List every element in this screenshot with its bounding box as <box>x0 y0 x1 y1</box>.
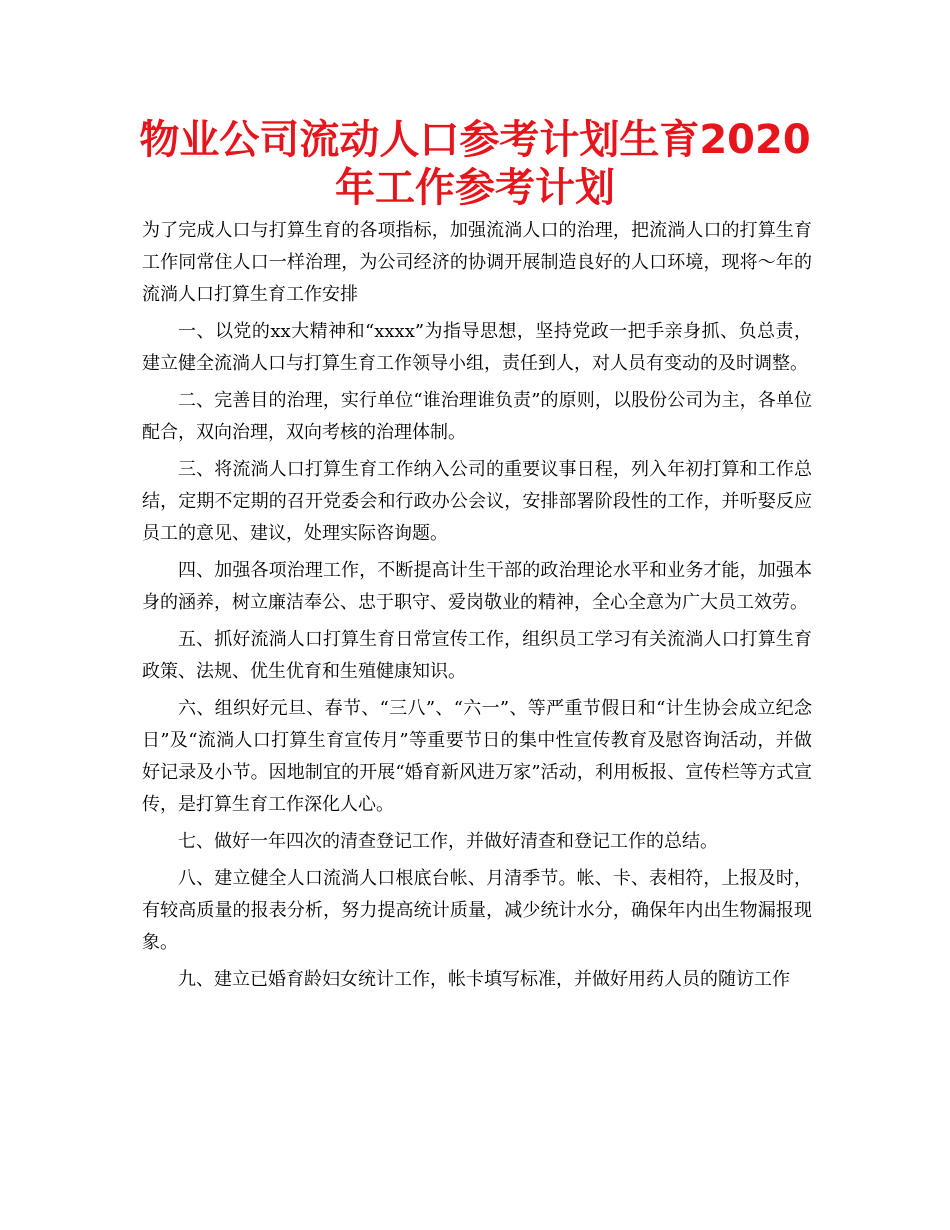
paragraph-6: 六、组织好元旦、春节、“三八”、“六一”、等严重节假日和“计生协会成立纪念日”及“流淌人口打算生育宣传月”等重要节日的集中性宣传教育及慰咨询活动，并做好记录及小节。因地制宜的开展“婚育新风进万家”活动，利用板报、宣传栏等方式宣传，是打算生育工作深化人心。 <box>142 698 812 815</box>
paragraph-2: 二、完善目的治理，实行单位“谁治理谁负责”的原则，以股份公司为主，各单位配合，双向治理，双向考核的治理体制。 <box>142 390 812 443</box>
paragraph-8: 八、建立健全人口流淌人口根底台帐、月清季节。帐、卡、表相符，上报及时，有较高质量的报表分析，努力提高统计质量，减少统计水分，确保年内出生物漏报现象。 <box>142 868 812 953</box>
paragraph-7: 七、做好一年四次的清查登记工作，并做好清查和登记工作的总结。 <box>178 831 718 852</box>
paragraph-9: 九、建立已婚育龄妇女统计工作，帐卡填写标准，并做好用药人员的随访工作 <box>178 969 790 990</box>
document-body <box>142 215 812 1001</box>
intro-paragraph: 为了完成人口与打算生育的各项指标，加强流淌人口的治理，把流淌人口的打算生育工作同常住人口一样治理，为公司经济的协调开展制造良好的人口环境，现将～年的流淌人口打算生育工作安排 <box>142 220 812 305</box>
document-title: 物业公司流动人口参考计划生育2020年工作参考计划 <box>139 117 811 211</box>
paragraph-1: 一、以党的xx大精神和“xxxx”为指导思想，坚持党政一把手亲身抓、负总责，建立健全流淌人口与打算生育工作领导小组，责任到人，对人员有变动的及时调整。 <box>142 321 812 374</box>
paragraph-5: 五、抓好流淌人口打算生育日常宣传工作，组织员工学习有关流淌人口打算生育政策、法规、优生优育和生殖健康知识。 <box>142 629 812 682</box>
paragraph-3: 三、将流淌人口打算生育工作纳入公司的重要议事日程，列入年初打算和工作总结，定期不定期的召开党委会和行政办公会议，安排部署阶段性的工作，并听娶反应员工的意见、建议，处理实际咨询题。 <box>142 459 812 544</box>
paragraph-4: 四、加强各项治理工作，不断提高计生干部的政治理论水平和业务才能，加强本身的涵养，树立廉洁奉公、忠于职守、爱岗敬业的精神，全心全意为广大员工效劳。 <box>142 560 812 613</box>
